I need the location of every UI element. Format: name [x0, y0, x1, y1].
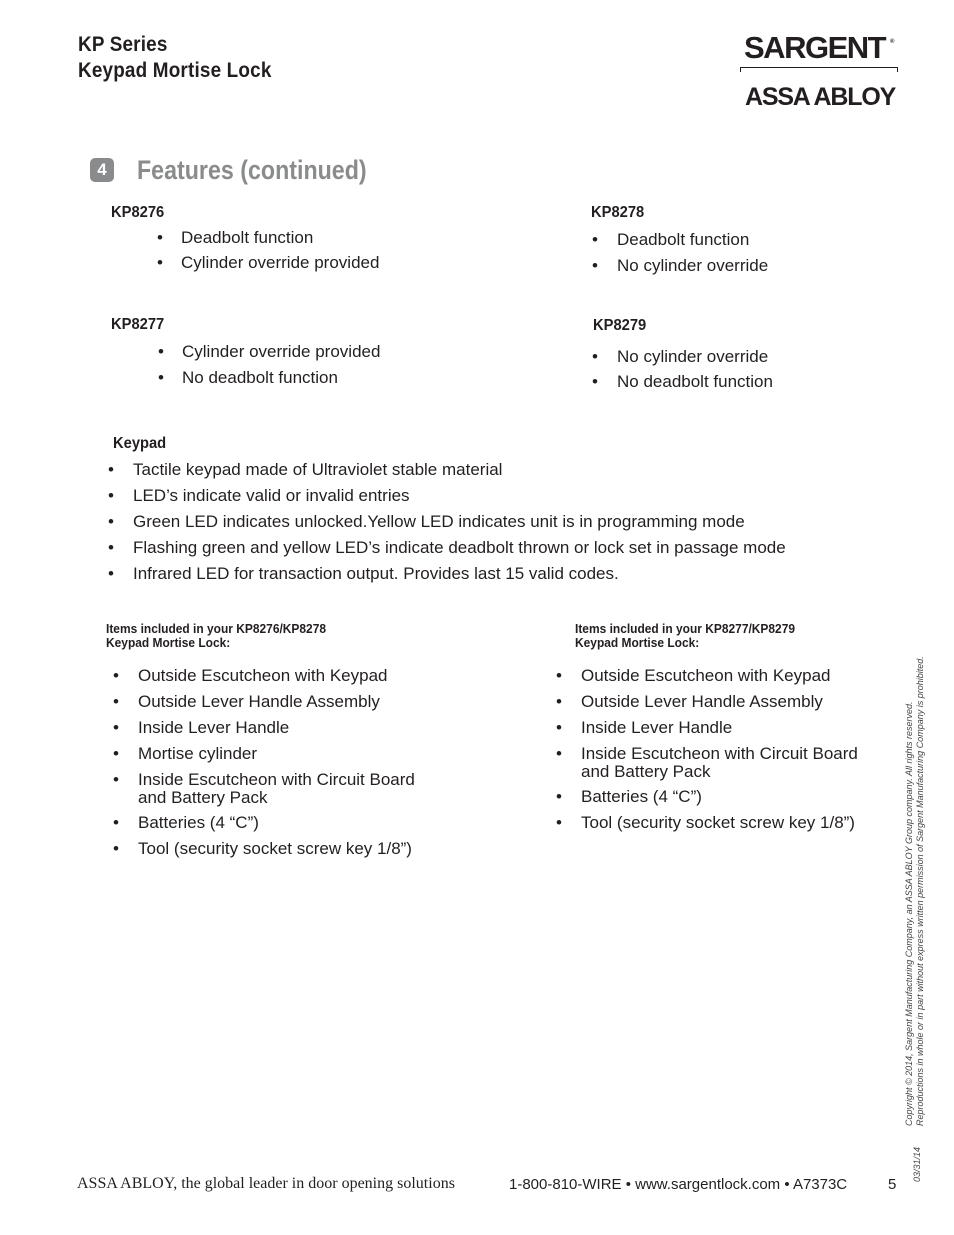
- list-item: • Tool (security socket screw key 1/8”): [113, 839, 412, 858]
- list-item: • Flashing green and yellow LED’s indicate deadbolt thrown or lock set in passage mode: [108, 538, 786, 557]
- list-item: • Tactile keypad made of Ultraviolet stable material: [108, 460, 503, 479]
- revision-date: 03/31/14: [912, 1146, 922, 1182]
- list-item: • Inside Lever Handle: [556, 718, 733, 737]
- list-item: • No cylinder override: [592, 256, 769, 275]
- list-item: • Cylinder override provided: [158, 342, 381, 361]
- list-item: • Tool (security socket screw key 1/8”): [556, 813, 855, 832]
- list-item: • No deadbolt function: [592, 372, 773, 391]
- list-item: • Batteries (4 “C”): [556, 787, 702, 806]
- list-item: • Deadbolt function: [157, 228, 314, 247]
- list-item: • Inside Escutcheon with Circuit Board and Battery Pack: [556, 744, 858, 781]
- section-title: Features (continued): [137, 155, 367, 185]
- list-item: • Outside Escutcheon with Keypad: [113, 666, 388, 685]
- footer-contact: 1-800-810-WIRE • www.sargentlock.com • A7373C: [509, 1176, 848, 1193]
- model-list-kp8277: [158, 343, 380, 387]
- footer-tagline: ASSA ABLOY, the global leader in door opening solutions: [77, 1175, 455, 1192]
- sargent-logo: SARGENT: [744, 30, 886, 65]
- model-heading-kp8278: KP8278: [591, 204, 645, 221]
- assa-abloy-logo: ASSA ABLOY: [745, 83, 896, 111]
- section-number-badge: 4: [90, 158, 114, 182]
- model-list-kp8279: [592, 348, 773, 391]
- list-item: • Green LED indicates unlocked.Yellow LED indicates unit is in programming mode: [108, 512, 745, 531]
- list-item: • Inside Lever Handle: [113, 718, 290, 737]
- list-item: • No cylinder override: [592, 347, 769, 366]
- keypad-features-list: [108, 461, 786, 583]
- model-list-kp8276: [157, 229, 379, 272]
- list-item: • Outside Escutcheon with Keypad: [556, 666, 831, 685]
- included-list-right: [556, 667, 858, 832]
- list-item: • Mortise cylinder: [113, 744, 258, 763]
- list-item: • No deadbolt function: [158, 368, 338, 387]
- list-item: • Infrared LED for transaction output. Provides last 15 valid codes.: [108, 564, 619, 583]
- model-heading-kp8277: KP8277: [111, 316, 165, 333]
- list-item: • Cylinder override provided: [157, 253, 380, 272]
- copyright-notice: Copyright © 2014, Sargent Manufacturing Company, an ASSA ABLOY Group company. All rights reserved. Reproductions in whole or in part without express written permission of Sargent Manufacturing Company is prohibited.: [904, 656, 925, 1126]
- title-line-2: Keypad Mortise Lock: [78, 59, 272, 82]
- model-list-kp8278: [592, 231, 768, 275]
- keypad-heading: Keypad: [113, 435, 167, 452]
- model-heading-kp8276: KP8276: [111, 204, 165, 221]
- list-item: • LED’s indicate valid or invalid entries: [108, 486, 410, 505]
- title-line-1: KP Series: [78, 33, 168, 56]
- logo-divider: [740, 67, 898, 72]
- list-item: • Deadbolt function: [592, 230, 750, 249]
- list-item: • Inside Escutcheon with Circuit Board and Battery Pack: [113, 770, 415, 807]
- list-item: • Outside Lever Handle Assembly: [556, 692, 823, 711]
- included-heading-left: Items included in your KP8276/KP8278 Keypad Mortise Lock:: [106, 621, 327, 650]
- list-item: • Batteries (4 “C”): [113, 813, 259, 832]
- model-heading-kp8279: KP8279: [593, 317, 647, 334]
- included-heading-right: Items included in your KP8277/KP8279 Keypad Mortise Lock:: [575, 621, 796, 650]
- page-number: 5: [888, 1176, 897, 1193]
- document-title: [78, 32, 272, 84]
- registered-mark: ®: [890, 39, 895, 45]
- list-item: • Outside Lever Handle Assembly: [113, 692, 380, 711]
- included-list-left: [113, 667, 415, 858]
